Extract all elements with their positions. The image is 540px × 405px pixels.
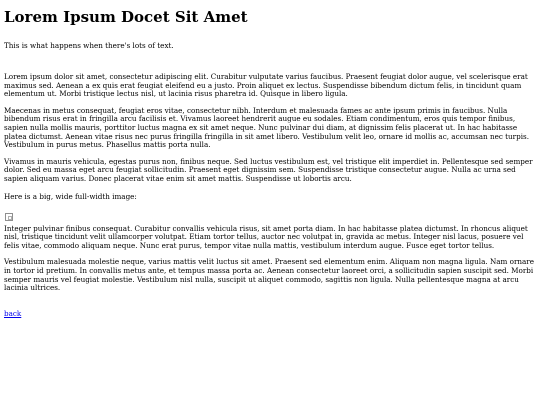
paragraph-3: Vivamus in mauris vehicula, egestas purus non, finibus neque. Sed luctus vestibulum est, vel tristique elit imperdiet in. Pellentesque sed semper dolor. Sed eu massa eget arcu feugiat sollicitudin. Praesent eget dignissim sem. Suspendisse tristique consectetur augue. Nulla ac urna sed sapien aliquam varius. Donec placerat vitae enim sit amet mattis. Suspendisse ut lobortis arcu. — [4, 156, 533, 183]
paragraph-1: Lorem ipsum dolor sit amet, consectetur adipiscing elit. Curabitur vulputate varius faucibus. Praesent feugiat dolor augue, vel scelerisque erat maximus sed. Aenean a ex quis erat feugiat eleifend eu a justo. Proin aliquet ex lectus. Suspendisse bibendum dictum felis, in tincidunt quam elementum ut. Morbi tristique lectus nisl, ut lacinia risus pharetra id. Quisque in libero ligula. — [4, 72, 528, 99]
image-caption: Here is a big, wide full-width image: — [4, 191, 137, 201]
page-subtitle: This is what happens when there's lots of text. — [4, 41, 174, 50]
paragraph-4: Integer pulvinar finibus consequat. Curabitur convallis vehicula risus, sit amet porta diam. In hac habitasse platea dictumst. In rhoncus aliquet nisl, tristique tincidunt velit ullamcorper volutpat. Etiam tortor tellus, auctor nec volutpat in, gravida ac metus. Integer nisl lacus, posuere vel felis vitae, commodo aliquam neque. Nunc erat purus, tempor vitae nulla mattis, vestibulum interdum augue. Fusce eget tortor tellus. — [4, 223, 528, 250]
paragraph-2: Maecenas in metus consequat, feugiat eros vitae, consectetur nibh. Interdum et malesuada fames ac ante ipsum primis in faucibus. Nulla bibendum risus erat in fringilla arcu facilisis et. Vivamus laoreet hendrerit augue eu sodales. Etiam condimentum, eros quis tempor finibus, sapien nulla mollis mauris, porttitor luctus magna ex sit amet neque. Nunc pulvinar dui diam, at dignissim felis placerat ut. In hac habitasse platea dictumst. Aenean vitae risus nec purus fringilla fringilla in sit amet libero. Vestibulum velit leo, ornare id mollis ac, accumsan nec turpis. Vestibulum in purus metus. Phasellus mattis porta nulla. — [4, 105, 529, 150]
back-link[interactable]: back — [4, 308, 22, 318]
page-title: Lorem Ipsum Docet Sit Amet — [4, 8, 248, 26]
paragraph-5: Vestibulum malesuada molestie neque, varius mattis velit luctus sit amet. Praesent sed elementum enim. Aliquam non magna ligula. Nam ornare in tortor id pretium. In convallis metus ante, et tempus massa porta ac. Aenean consectetur laoreet orci, a sollicitudin sapien suscipit sed. Morbi semper mauris vel feugiat molestie. Vestibulum nisl nulla, suscipit ut aliquet commodo, sagittis non ligula. Nulla pellentesque magna at arcu lacinia ultrices. — [4, 257, 534, 293]
broken-image-icon — [5, 213, 13, 221]
full-width-image-container — [4, 206, 535, 215]
